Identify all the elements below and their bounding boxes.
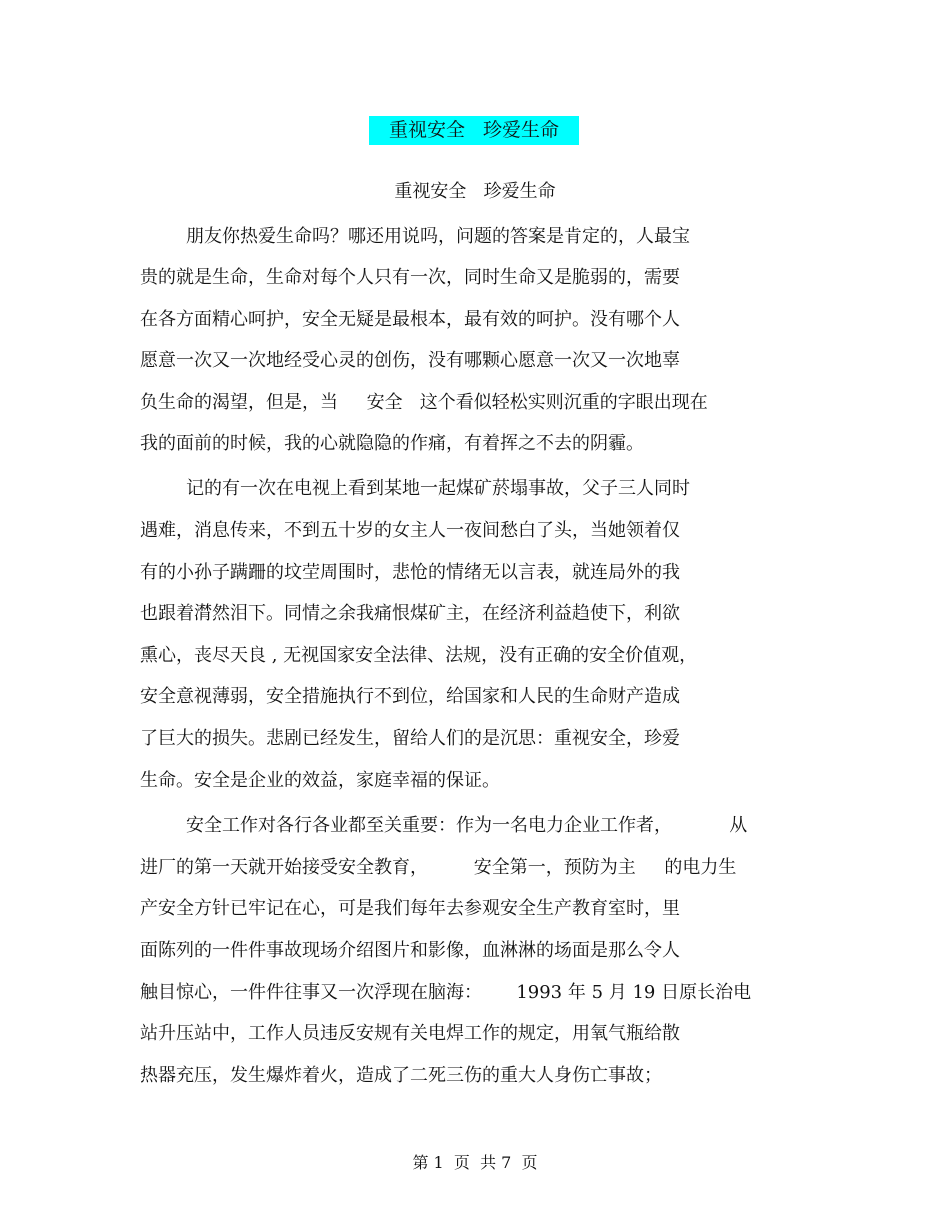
document-title: 重视安全 珍爱生命 <box>369 116 579 145</box>
page-footer: 第 1 页 共 7 页 <box>412 1153 538 1172</box>
body-line: 熏心，丧尽天良 , 无视国家安全法律、法规，没有正确的安全价值观， <box>140 645 698 666</box>
body-line: 愿意一次又一次地经受心灵的创伤，没有哪颗心愿意一次又一次地辜 <box>140 350 680 371</box>
body-line: 安全工作对各行各业都至关重要：作为一名电力企业工作者， 从 <box>186 815 748 836</box>
body-line: 负生命的渴望，但是，当 安全 这个看似轻松实则沉重的字眼出现在 <box>140 392 708 413</box>
body-line: 也跟着潸然泪下。同情之余我痛恨煤矿主，在经济利益趋使下，利欲 <box>140 603 680 624</box>
body-line: 安全意视薄弱，安全措施执行不到位，给国家和人民的生命财产造成 <box>140 686 680 707</box>
body-line: 进厂的第一天就开始接受安全教育， 安全第一，预防为主 的电力生 <box>140 857 737 878</box>
body-line: 了巨大的损失。悲剧已经发生，留给人们的是沉思：重视安全，珍爱 <box>140 728 680 749</box>
body-line: 在各方面精心呵护，安全无疑是最根本，最有效的呵护。没有哪个人 <box>140 309 680 330</box>
document-subtitle: 重视安全 珍爱生命 <box>394 181 556 202</box>
body-line: 贵的就是生命，生命对每个人只有一次，同时生命又是脆弱的，需要 <box>140 267 680 288</box>
body-line: 生命。安全是企业的效益，家庭幸福的保证。 <box>140 770 500 791</box>
body-line: 我的面前的时候，我的心就隐隐的作痛，有着挥之不去的阴霾。 <box>140 433 644 454</box>
body-line: 遇难，消息传来，不到五十岁的女主人一夜间愁白了头，当她领着仅 <box>140 520 680 541</box>
body-line: 有的小孙子蹒跚的坟茔周围时，悲怆的情绪无以言表，就连局外的我 <box>140 562 680 583</box>
body-line: 热器充压，发生爆炸着火，造成了二死三伤的重大人身伤亡事故； <box>140 1065 662 1086</box>
body-line: 站升压站中，工作人员违反安规有关电焊工作的规定，用氧气瓶给散 <box>140 1023 680 1044</box>
body-line: 触目惊心，一件件往事又一次浮现在脑海： 1993 年 5 月 19 日原长治电 <box>140 982 752 1003</box>
body-line: 朋友你热爱生命吗？哪还用说吗，问题的答案是肯定的，人最宝 <box>186 226 690 247</box>
body-line: 面陈列的一件件事故现场介绍图片和影像，血淋淋的场面是那么令人 <box>140 940 680 961</box>
body-line: 产安全方针已牢记在心，可是我们每年去参观安全生产教育室时，里 <box>140 898 680 919</box>
body-line: 记的有一次在电视上看到某地一起煤矿菸塌事故，父子三人同时 <box>186 478 690 499</box>
